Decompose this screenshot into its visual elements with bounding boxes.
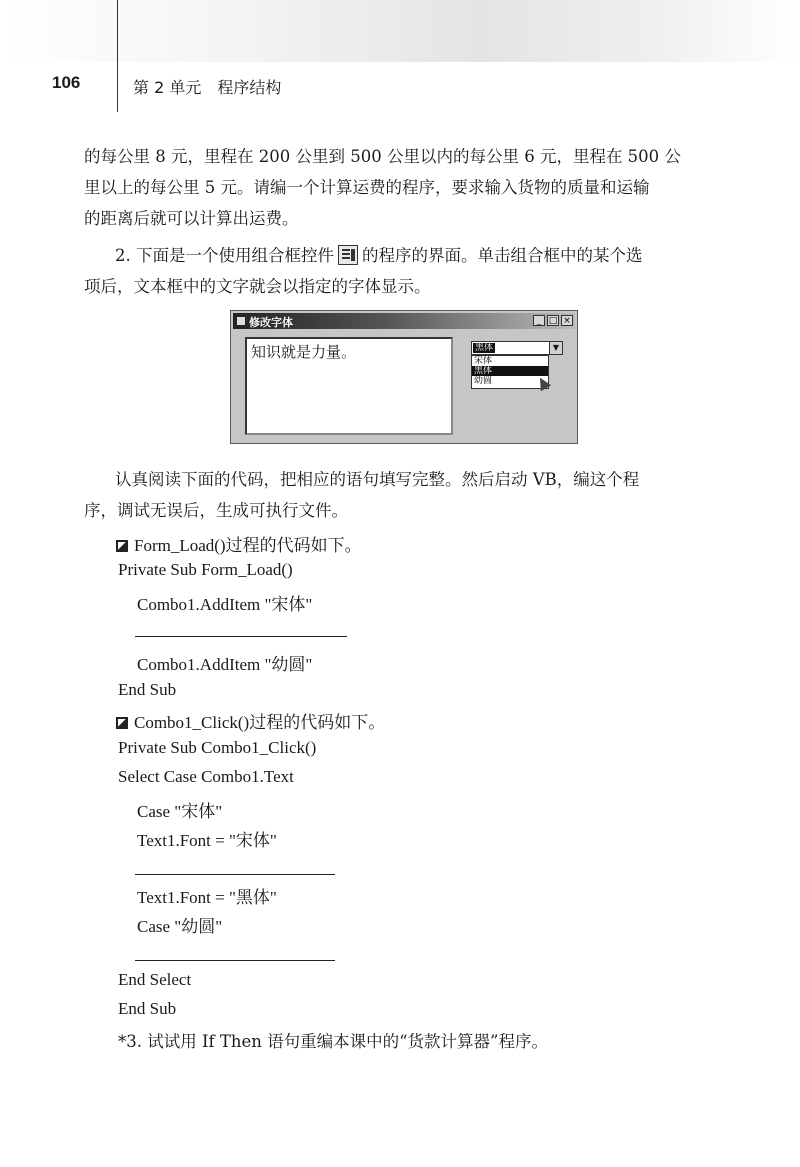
para1-line3: 的距离后就可以计算出运费。 — [84, 209, 299, 228]
code-line: End Sub — [118, 680, 177, 699]
header-background — [0, 0, 800, 62]
question2-text-b: 的程序的界面。单击组合框中的某个选 — [362, 246, 643, 265]
combo-click-heading — [116, 708, 385, 733]
window-titlebar — [233, 313, 575, 329]
question2-text-a: 2. 下面是一个使用组合框控件 — [115, 246, 334, 265]
close-button[interactable]: × — [561, 315, 573, 326]
maximize-button[interactable]: □ — [548, 316, 558, 326]
code-line: Combo1.AddItem "幼圆" — [137, 655, 313, 674]
bullet-icon — [116, 540, 128, 552]
minimize-button[interactable]: _ — [533, 315, 545, 326]
dropdown-option-heiti[interactable]: 黑体 — [472, 366, 548, 376]
para3-line1: 认真阅读下面的代码，把相应的语句填写完整。然后启动 VB，编这个程 — [115, 470, 640, 489]
question2-line2: 项后，文本框中的文字就会以指定的字体显示。 — [84, 277, 431, 296]
fill-in-blank-2 — [135, 874, 335, 875]
code-line: Private Sub Form_Load() — [118, 560, 293, 579]
font-combobox[interactable] — [471, 341, 563, 355]
combo-click-heading-text: Combo1_Click()过程的代码如下。 — [134, 713, 386, 732]
window-app-icon — [237, 317, 245, 325]
font-window — [230, 310, 578, 444]
text-box[interactable]: 知识就是力量。 — [245, 337, 453, 435]
form-load-heading-text: Form_Load()过程的代码如下。 — [134, 536, 362, 555]
code-line: Text1.Font = "宋体" — [137, 831, 277, 850]
form-load-heading — [116, 531, 362, 556]
header-rule — [117, 0, 118, 112]
fill-in-blank-1 — [135, 636, 347, 637]
code-line: Private Sub Combo1_Click() — [118, 738, 317, 757]
combobox-control-icon — [338, 245, 358, 265]
question3: *3. 试试用 If Then 语句重编本课中的“货款计算器”程序。 — [118, 1032, 548, 1051]
combobox-selected-value: 黑体 — [475, 343, 494, 353]
page-number: 106 — [52, 73, 81, 92]
dropdown-option-youyuan[interactable]: 幼圆 — [474, 376, 493, 386]
bullet-icon — [116, 717, 128, 729]
code-line: End Select — [118, 970, 192, 989]
para1-line1: 的每公里 8 元，里程在 200 公里到 500 公里以内的每公里 6 元，里程在 500 公 — [84, 147, 681, 166]
question2-line1 — [115, 242, 643, 266]
code-line: Combo1.AddItem "宋体" — [137, 595, 313, 614]
fill-in-blank-3 — [135, 960, 335, 961]
window-title: 修改字体 — [249, 316, 293, 329]
code-line: End Sub — [118, 999, 177, 1018]
dropdown-option-songti[interactable]: 宋体 — [474, 356, 493, 366]
para3-line2: 序，调试无误后，生成可执行文件。 — [84, 501, 348, 520]
unit-title: 第 2 单元 程序结构 — [133, 78, 282, 97]
code-line: Select Case Combo1.Text — [118, 767, 294, 786]
dropdown-arrow-icon[interactable]: ▼ — [549, 342, 562, 354]
para1-line2: 里以上的每公里 5 元。请编一个计算运费的程序，要求输入货物的质量和运输 — [84, 178, 650, 197]
code-line: Case "幼圆" — [137, 917, 223, 936]
code-line: Text1.Font = "黑体" — [137, 888, 277, 907]
code-line: Case "宋体" — [137, 802, 223, 821]
